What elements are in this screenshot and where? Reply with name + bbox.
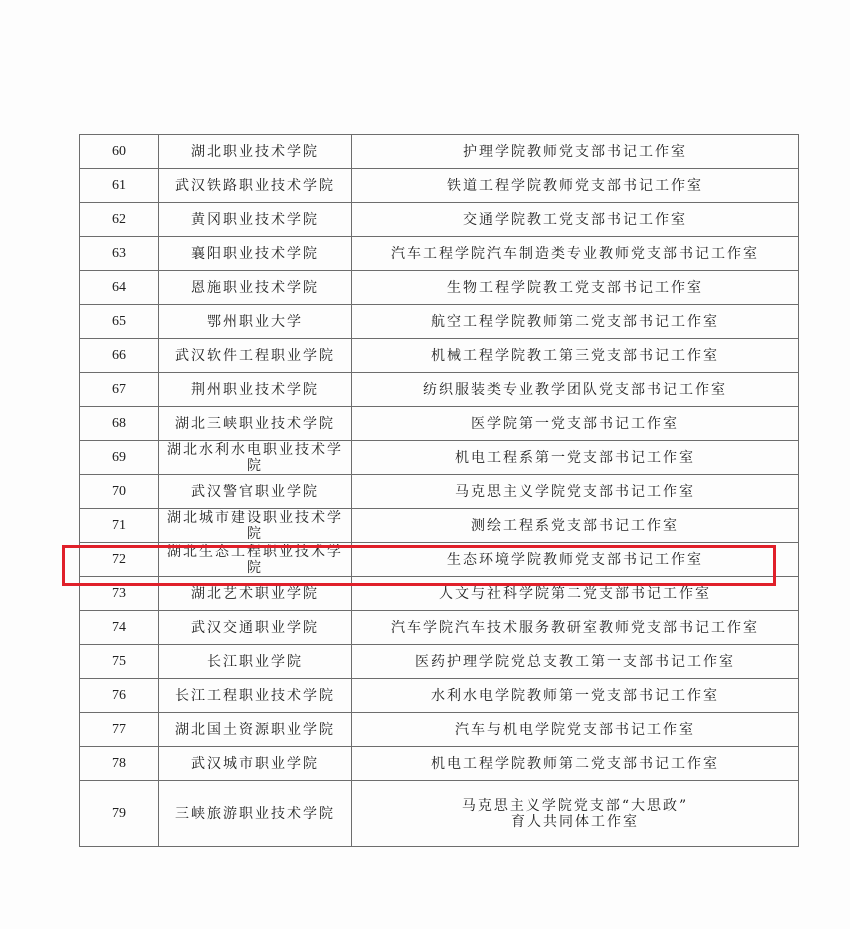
row-number: 71 (80, 509, 159, 543)
row-number: 69 (80, 441, 159, 475)
school-name: 恩施职业技术学院 (159, 271, 352, 305)
row-number: 63 (80, 237, 159, 271)
table-row (80, 645, 799, 679)
school-name: 湖北国土资源职业学院 (159, 713, 352, 747)
studio-name: 医学院第一党支部书记工作室 (352, 407, 799, 441)
school-name: 湖北城市建设职业技术学 院 (159, 509, 352, 543)
school-name: 湖北职业技术学院 (159, 135, 352, 169)
school-name: 武汉城市职业学院 (159, 747, 352, 781)
studio-name: 交通学院教工党支部书记工作室 (352, 203, 799, 237)
school-name: 黄冈职业技术学院 (159, 203, 352, 237)
school-name: 长江工程职业技术学院 (159, 679, 352, 713)
studio-name: 生物工程学院教工党支部书记工作室 (352, 271, 799, 305)
row-number: 67 (80, 373, 159, 407)
table-row (80, 747, 799, 781)
row-number: 73 (80, 577, 159, 611)
school-name: 武汉铁路职业技术学院 (159, 169, 352, 203)
row-number: 76 (80, 679, 159, 713)
table-row (80, 305, 799, 339)
table-row (80, 577, 799, 611)
school-name: 武汉警官职业学院 (159, 475, 352, 509)
row-number: 65 (80, 305, 159, 339)
studio-name: 汽车学院汽车技术服务教研室教师党支部书记工作室 (352, 611, 799, 645)
studio-name: 人文与社科学院第二党支部书记工作室 (352, 577, 799, 611)
school-name: 湖北水利水电职业技术学 院 (159, 441, 352, 475)
studio-name: 机电工程系第一党支部书记工作室 (352, 441, 799, 475)
school-name: 武汉软件工程职业学院 (159, 339, 352, 373)
row-number: 66 (80, 339, 159, 373)
studio-name: 测绘工程系党支部书记工作室 (352, 509, 799, 543)
table-row (80, 475, 799, 509)
table-row (80, 611, 799, 645)
table-row (80, 713, 799, 747)
table-row (80, 271, 799, 305)
table-row (80, 135, 799, 169)
table-row (80, 781, 799, 847)
school-name: 湖北三峡职业技术学院 (159, 407, 352, 441)
row-number: 61 (80, 169, 159, 203)
table-row (80, 509, 799, 543)
row-number: 70 (80, 475, 159, 509)
row-number: 68 (80, 407, 159, 441)
studio-name: 医药护理学院党总支教工第一支部书记工作室 (352, 645, 799, 679)
studio-name: 汽车与机电学院党支部书记工作室 (352, 713, 799, 747)
studio-name: 机电工程学院教师第二党支部书记工作室 (352, 747, 799, 781)
studio-name: 护理学院教师党支部书记工作室 (352, 135, 799, 169)
school-name: 湖北艺术职业学院 (159, 577, 352, 611)
table-row (80, 373, 799, 407)
studio-name: 汽车工程学院汽车制造类专业教师党支部书记工作室 (352, 237, 799, 271)
studio-name: 铁道工程学院教师党支部书记工作室 (352, 169, 799, 203)
school-name: 荆州职业技术学院 (159, 373, 352, 407)
row-number: 60 (80, 135, 159, 169)
school-name: 三峡旅游职业技术学院 (159, 781, 352, 847)
studio-list-table (79, 134, 799, 847)
school-name: 鄂州职业大学 (159, 305, 352, 339)
row-number: 78 (80, 747, 159, 781)
table-row (80, 169, 799, 203)
table-row (80, 441, 799, 475)
table-row (80, 237, 799, 271)
row-number: 77 (80, 713, 159, 747)
studio-name: 生态环境学院教师党支部书记工作室 (352, 543, 799, 577)
school-name: 长江职业学院 (159, 645, 352, 679)
table-row (80, 679, 799, 713)
table-row (80, 203, 799, 237)
table-row (80, 339, 799, 373)
row-number: 62 (80, 203, 159, 237)
table-row (80, 407, 799, 441)
studio-name: 航空工程学院教师第二党支部书记工作室 (352, 305, 799, 339)
school-name: 襄阳职业技术学院 (159, 237, 352, 271)
row-number: 75 (80, 645, 159, 679)
row-number: 79 (80, 781, 159, 847)
table-row-highlighted (80, 543, 799, 577)
studio-name: 马克思主义学院党支部书记工作室 (352, 475, 799, 509)
studio-name: 机械工程学院教工第三党支部书记工作室 (352, 339, 799, 373)
row-number: 74 (80, 611, 159, 645)
school-name: 湖北生态工程职业技术学 院 (159, 543, 352, 577)
row-number: 64 (80, 271, 159, 305)
studio-name: 水利水电学院教师第一党支部书记工作室 (352, 679, 799, 713)
studio-name: 马克思主义学院党支部“大思政” 育人共同体工作室 (352, 781, 799, 847)
row-number: 72 (80, 543, 159, 577)
studio-name: 纺织服装类专业教学团队党支部书记工作室 (352, 373, 799, 407)
school-name: 武汉交通职业学院 (159, 611, 352, 645)
